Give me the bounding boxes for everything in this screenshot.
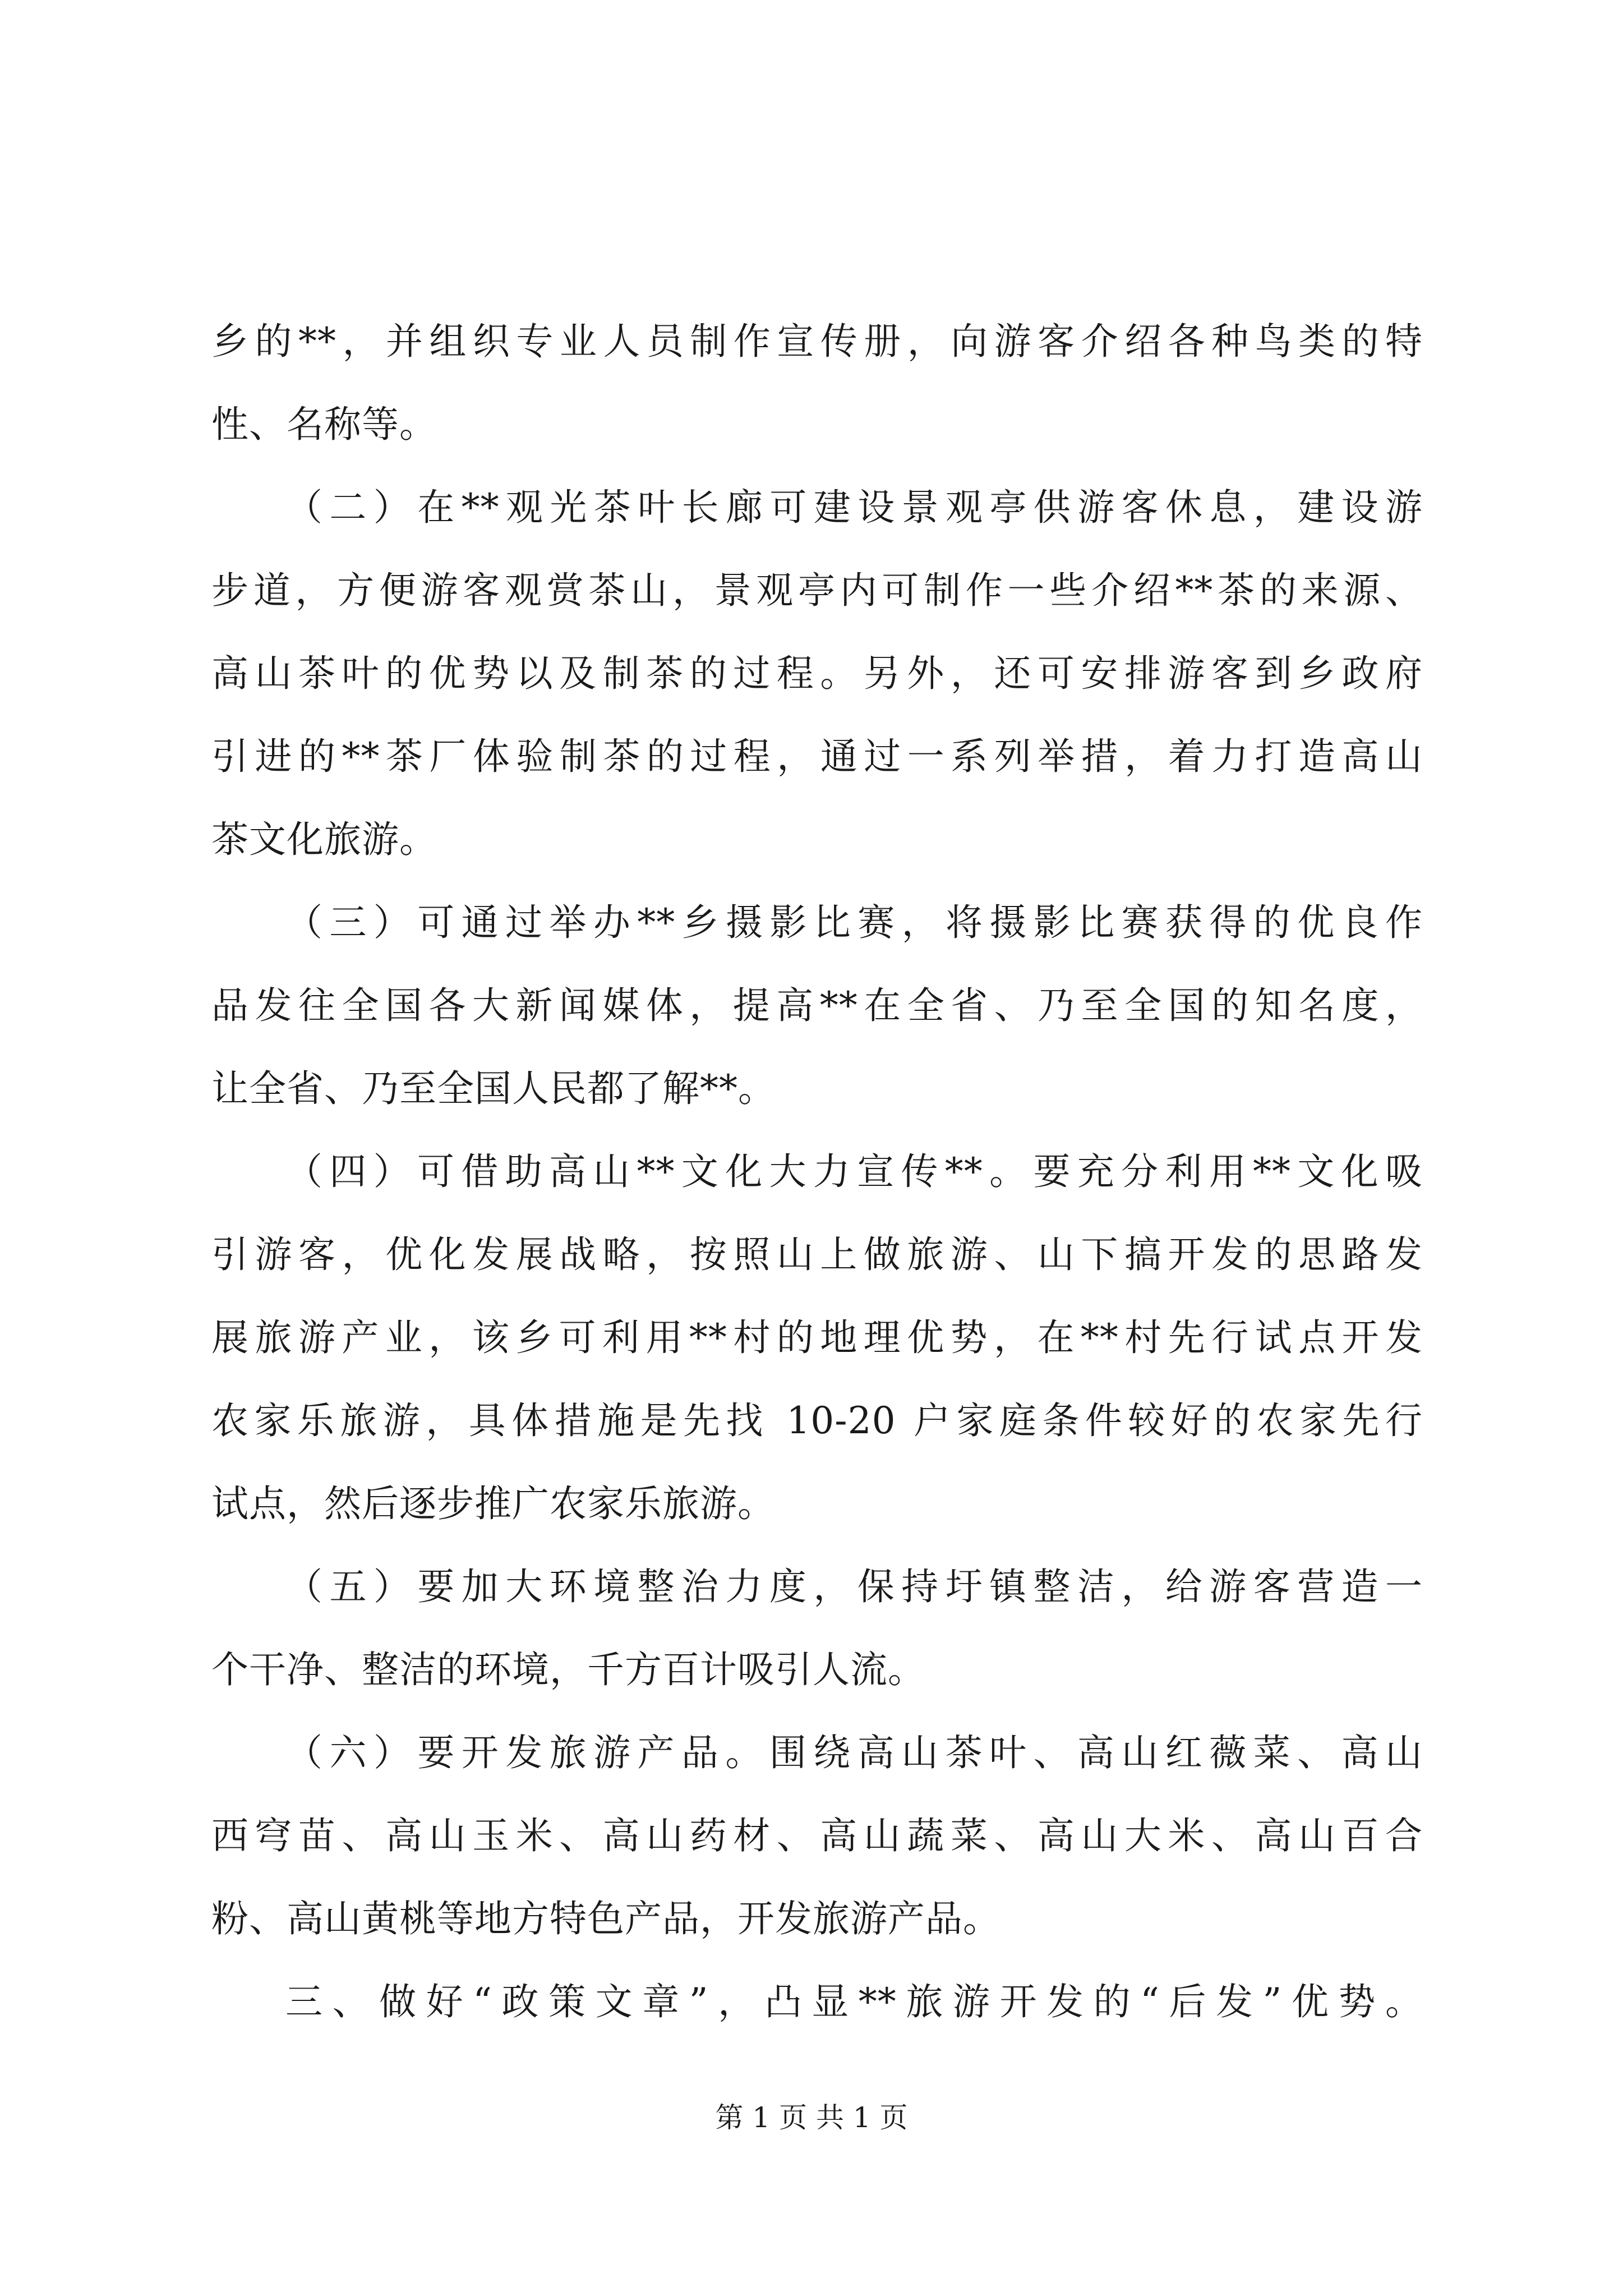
- text-line: 展旅游产业，该乡可利用**村的地理优势，在**村先行试点开发: [211, 1316, 1423, 1359]
- text-line: 个干净、整洁的环境，千方百计吸引人流。: [211, 1648, 925, 1691]
- page-footer: 第 1 页 共 1 页: [715, 2101, 908, 2134]
- text-line: 试点，然后逐步推广农家乐旅游。: [211, 1482, 775, 1525]
- text-line: 性、名称等。: [211, 403, 437, 446]
- text-line: 西穹苗、高山玉米、高山药材、高山蔬菜、高山大米、高山百合: [211, 1814, 1423, 1857]
- text-line: 高山茶叶的优势以及制茶的过程。另外，还可安排游客到乡政府: [211, 652, 1423, 695]
- text-line: 乡的**，并组织专业人员制作宣传册，向游客介绍各种鸟类的特: [211, 320, 1423, 363]
- text-line: 农家乐旅游，具体措施是先找 10-20 户家庭条件较好的农家先行: [211, 1399, 1423, 1442]
- text-line: 让全省、乃至全国人民都了解**。: [211, 1067, 776, 1110]
- text-line: （三）可通过举办**乡摄影比赛，将摄影比赛获得的优良作: [285, 901, 1423, 944]
- text-line: （五）要加大环境整治力度，保持圩镇整洁，给游客营造一: [285, 1565, 1423, 1608]
- text-line: 步道，方便游客观赏茶山，景观亭内可制作一些介绍**茶的来源、: [211, 569, 1423, 612]
- text-line: （四）可借助高山**文化大力宣传**。要充分利用**文化吸: [285, 1150, 1423, 1193]
- text-line: 引进的**茶厂体验制茶的过程，通过一系列举措，着力打造高山: [211, 735, 1423, 778]
- text-line: 三、做好“政策文章”，凸显**旅游开发的“后发”优势。: [285, 1980, 1423, 2023]
- document-body: [211, 300, 1423, 2044]
- text-line: （六）要开发旅游产品。围绕高山茶叶、高山红薇菜、高山: [285, 1731, 1423, 1774]
- text-line: （二）在**观光茶叶长廊可建设景观亭供游客休息，建设游: [285, 486, 1423, 529]
- text-line: 茶文化旅游。: [211, 818, 437, 861]
- text-line: 品发往全国各大新闻媒体，提高**在全省、乃至全国的知名度，: [211, 984, 1423, 1027]
- text-line: 引游客，优化发展战略，按照山上做旅游、山下搞开发的思路发: [211, 1233, 1423, 1276]
- text-line: 粉、高山黄桃等地方特色产品，开发旅游产品。: [211, 1897, 1000, 1940]
